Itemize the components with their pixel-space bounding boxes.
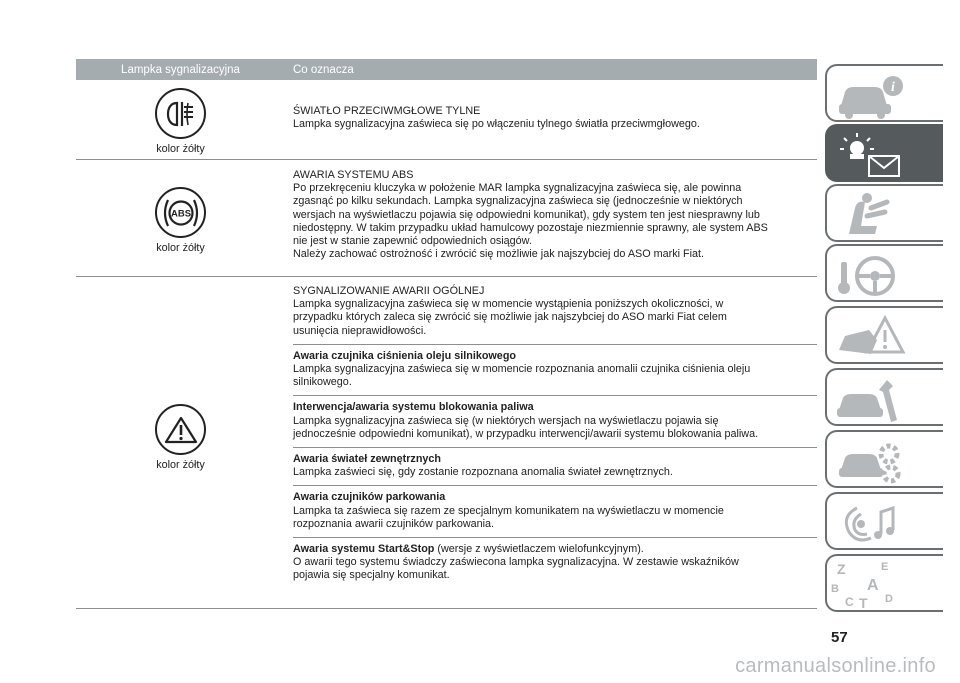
header-warning-light: Lampka sygnalizacyjna [121,63,240,76]
row-text: Lampka sygnalizacyjna zaświeca się (w niektórych wersjach na wyświetlaczu pojawia się [293,414,719,427]
table-row [76,80,817,160]
row-text: O awarii tego systemu świadczy zaświecona lampka sygnalizacyjna. W zestawie wskaźników [293,556,739,569]
section-title: Awaria systemu Start&Stop [293,543,435,556]
tab-technical-data[interactable] [825,430,943,488]
tab-car-info[interactable] [825,64,943,122]
car-service-tools-icon [827,370,945,428]
failure-section [293,395,817,441]
index-letter: Z [837,561,846,577]
tab-emergency[interactable] [825,306,943,364]
table-header [76,59,817,80]
row-text: Lampka sygnalizacyjna zaświeca się po włączeniu tylnego światła przeciwmgłowego. [293,118,700,131]
section-title: Awaria czujników parkowania [293,491,446,504]
failure-section [293,285,817,338]
lamp-color-caption: kolor żółty [156,459,205,471]
rear-fog-light-icon [155,88,206,139]
section-title-suffix: (wersje z wyświetlaczem wielofunkcyjnym). [434,543,644,556]
lamp-color-caption: kolor żółty [156,143,205,155]
failure-section [293,537,817,583]
row-text: nie jest w stanie zapewnić odpowiednich osiągów. [293,235,532,248]
tab-warning-lights[interactable] [825,124,943,182]
tab-safety[interactable] [825,184,943,242]
row-text: Lampka ta zaświeca się razem ze specjalnym komunikatem na wyświetlaczu w momencie [293,504,724,517]
general-warning-icon [155,404,206,455]
row-text: zgasnąć po kilku sekundach. Lampka sygnalizacyjna zaświeca się (jednocześnie w niektórych [293,195,743,208]
section-title: Awaria czujnika ciśnienia oleju silnikowego [293,349,517,362]
row-text: Lampka zaświeci się, gdy zostanie rozpoznana anomalia świateł zewnętrznych. [293,466,673,479]
row-text: Po przekręceniu kluczyka w położenie MAR lampka sygnalizacyjna zaświeca się, ale powinna [293,182,742,195]
warning-lights-table [76,59,817,609]
section-title: Awaria świateł zewnętrznych [293,453,442,466]
accident-warning-icon [827,308,945,366]
row-text: rozpoznania awarii czujników parkowania. [293,517,495,530]
lamp-color-caption: kolor żółty [156,242,205,254]
table-row [76,277,817,609]
index-letter: A [867,577,879,594]
tab-maintenance[interactable] [825,368,943,426]
row-title: SYGNALIZOWANIE AWARII OGÓLNEJ [293,285,485,297]
row-text: silnikowego. [293,376,352,389]
abs-warning-icon [155,187,206,238]
seat-airbag-icon [827,186,945,244]
watermark: carmanualsonline.info [735,655,936,677]
row-title: AWARIA SYSTEMU ABS [293,169,414,181]
row-text: Lampka sygnalizacyjna zaświeca się w momencie rozpoznania anomalii czujnika ciśnienia oleju [293,363,751,376]
row-text: pojawia się specjalny komunikat. [293,569,450,582]
row-text: przypadku których zaleca się zwrócić się możliwie jak najszybciej do ASO marki Fiat celem [293,311,727,324]
header-meaning: Co oznacza [293,63,354,76]
row-text: niedostępny. W takim przypadku układ hamulcowy pozostaje niezmiennie sprawny, ale system ABS [293,221,768,234]
index-letter: D [885,593,893,605]
key-steering-wheel-icon [827,246,945,304]
abs-label: ABS [170,208,191,219]
tab-index[interactable] [825,554,943,612]
failure-section [293,447,817,479]
tab-multimedia[interactable] [825,492,943,550]
index-letter: B [831,583,839,595]
failure-section [293,344,817,390]
index-letter: C [845,595,854,609]
failure-section [293,485,817,531]
row-text: wersjach na wyświetlaczu pojawia się odpowiedni komunikat), gdy system ten jest niesprawny lub [293,208,760,221]
multimedia-icon [827,494,945,552]
car-info-icon [827,66,945,124]
warning-light-message-icon [827,126,945,184]
row-text: Należy zachować ostrożność i zwrócić się możliwie jak najszybciej do ASO marki Fiat. [293,248,705,261]
svg-text:i: i [891,80,895,95]
table-row [76,160,817,277]
alphabetical-index-icon [827,556,945,614]
row-text: jednocześnie odpowiedni komunikat), w przypadku interwencji/awarii systemu blokowania paliwa. [293,427,759,440]
tab-starting-driving[interactable] [825,244,943,302]
index-letter: E [881,561,889,573]
section-title: Interwencja/awaria systemu blokowania paliwa [293,401,534,414]
index-letter: T [859,595,868,611]
row-title: ŚWIATŁO PRZECIWMGŁOWE TYLNE [293,105,481,117]
row-text: Lampka sygnalizacyjna zaświeca się w momencie wystąpienia poniższych okoliczności, w [293,298,724,311]
page-number: 57 [831,629,848,646]
gears-specifications-icon [827,432,945,490]
row-text: usunięcia nieprawidłowości. [293,324,427,337]
